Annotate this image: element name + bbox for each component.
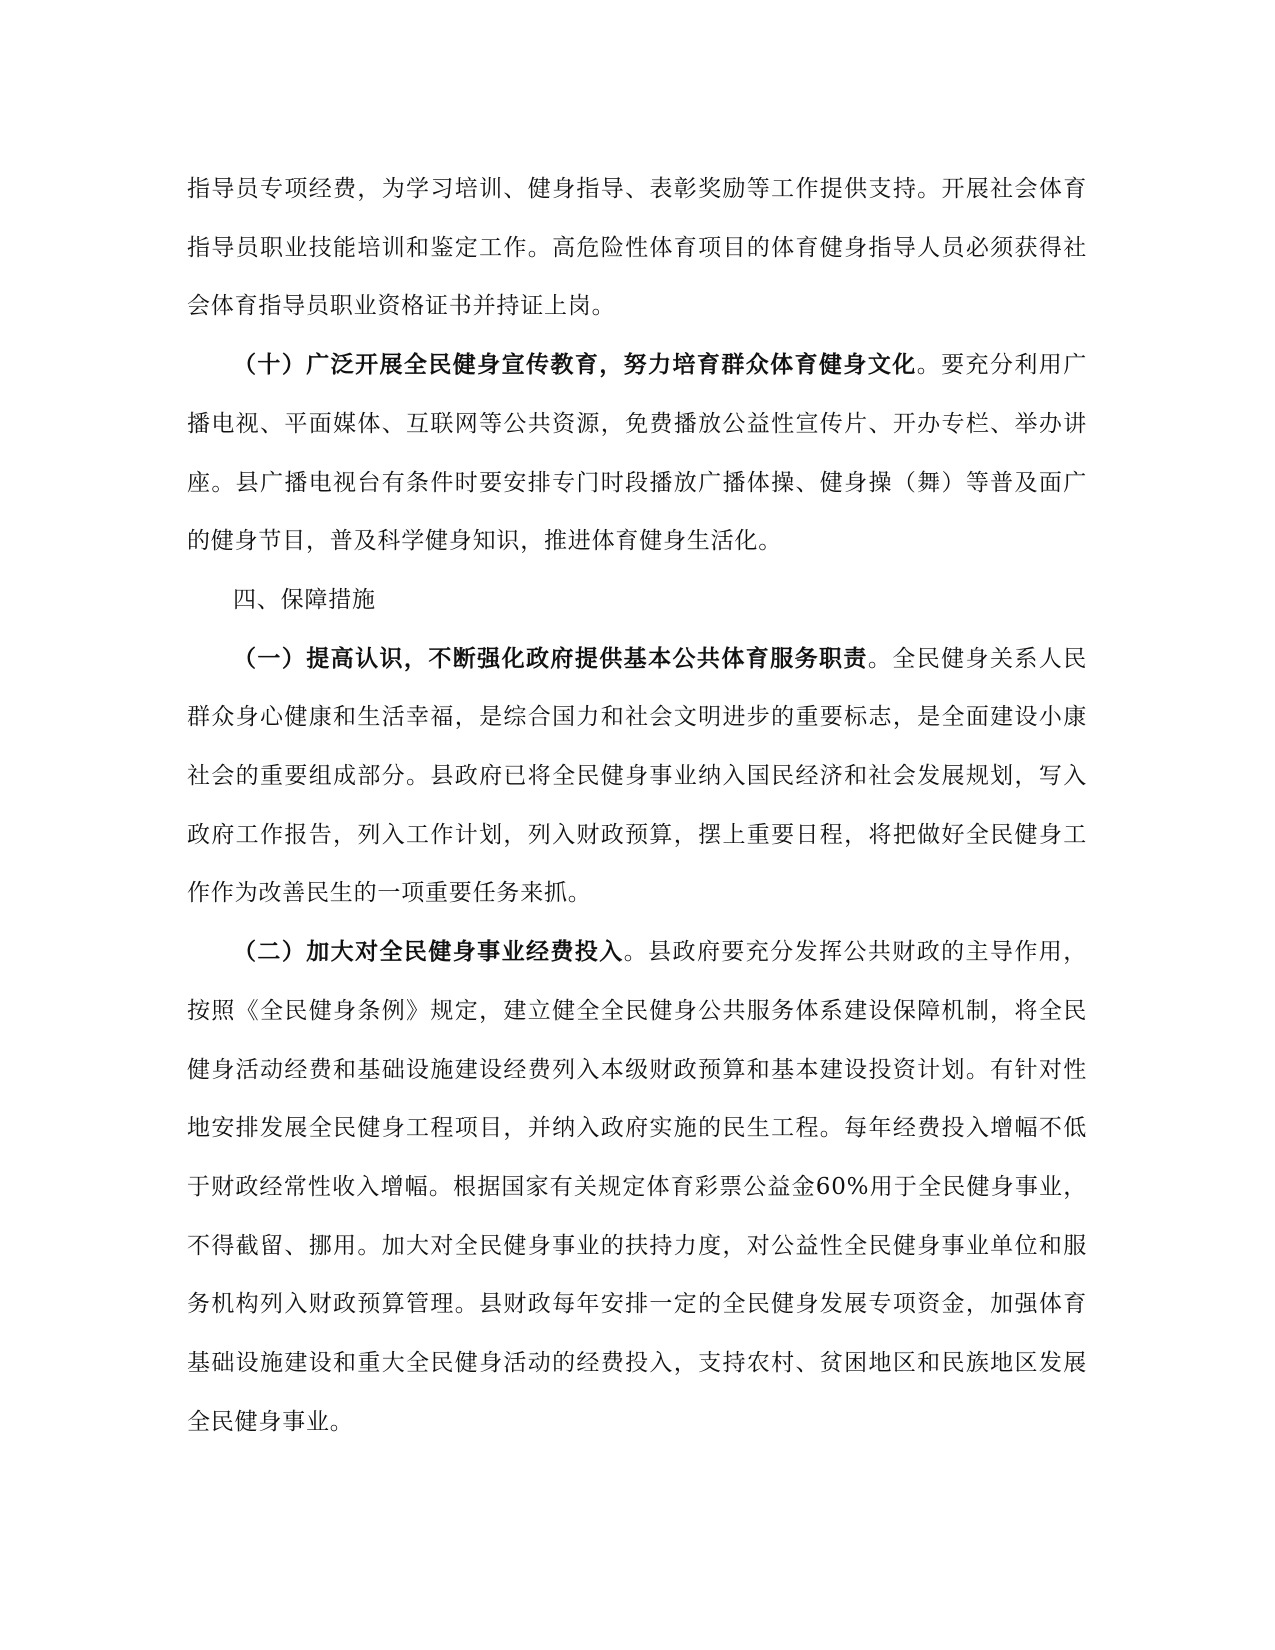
section-heading: （十）广泛开展全民健身宣传教育，努力培育群众体育健身文化 xyxy=(233,351,917,379)
paragraph-text: 。全民健身关系人民群众身心健康和生活幸福，是综合国力和社会文明进步的重要标志，是全面建设小康社会的重要组成部分。县政府已将全民健身事业纳入国民经济和社会发展规划，写入政府工作报告，列入工作计划，列入财政预算，摆上重要日程，将把做好全民健身工作作为改善民生的一项重要任务来抓。 xyxy=(187,645,1087,907)
paragraph-instructor-funding xyxy=(187,160,1087,336)
section-heading: （二）加大对全民健身事业经费投入 xyxy=(233,938,624,966)
document-page xyxy=(187,160,1087,1451)
paragraph-funding-investment xyxy=(187,923,1087,1451)
paragraph-publicity-education xyxy=(187,336,1087,571)
paragraph-raise-awareness xyxy=(187,630,1087,924)
paragraph-text: 。县政府要充分发挥公共财政的主导作用，按照《全民健身条例》规定，建立健全全民健身公共服务体系建设保障机制，将全民健身活动经费和基础设施建设经费列入本级财政预算和基本建设投资计划。有针对性地安排发展全民健身工程项目，并纳入政府实施的民生工程。每年经费投入增幅不低于财政经常性收入增幅。根据国家有关规定体育彩票公益金60%用于全民健身事业，不得截留、挪用。加大对全民健身事业的扶持力度，对公益性全民健身事业单位和服务机构列入财政预算管理。县财政每年安排一定的全民健身发展专项资金，加强体育基础设施建设和重大全民健身活动的经费投入，支持农村、贫困地区和民族地区发展全民健身事业。 xyxy=(187,939,1087,1435)
chapter-heading-safeguards xyxy=(187,571,1087,630)
chapter-heading-text: 四、保障措施 xyxy=(233,586,376,613)
paragraph-text: 指导员专项经费，为学习培训、健身指导、表彰奖励等工作提供支持。开展社会体育指导员职业技能培训和鉴定工作。高危险性体育项目的体育健身指导人员必须获得社会体育指导员职业资格证书并持证上岗。 xyxy=(187,176,1087,320)
paragraph-text: 。要充分利用广播电视、平面媒体、互联网等公共资源，免费播放公益性宣传片、开办专栏、举办讲座。县广播电视台有条件时要安排专门时段播放广播体操、健身操（舞）等普及面广的健身节目，普及科学健身知识，推进体育健身生活化。 xyxy=(187,352,1087,555)
section-heading: （一）提高认识，不断强化政府提供基本公共体育服务职责 xyxy=(233,644,868,672)
